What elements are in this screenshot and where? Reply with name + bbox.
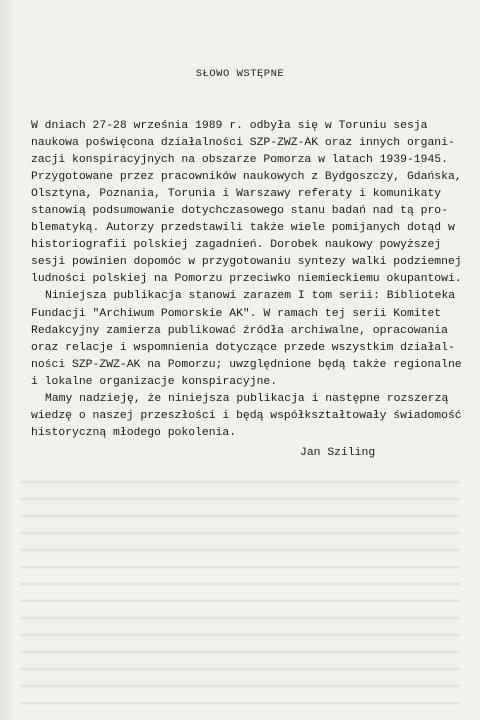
text-line: Olsztyna, Poznania, Torunia i Warszawy referaty i komunikaty xyxy=(31,188,442,201)
body-text xyxy=(31,118,462,442)
text-line: Przygotowane przez pracowników naukowych z Bydgoszczy, Gdańska, xyxy=(31,171,462,184)
text-line: ludności polskiej na Pomorzu przeciwko niemieckiemu okupantowi. xyxy=(31,273,462,286)
page-title: SŁOWO WSTĘPNE xyxy=(195,68,285,80)
text-line: Redakcyjny zamierza publikować źródła archiwalne, opracowania xyxy=(31,324,448,337)
text-line: i lokalne organizacje konspiracyjne. xyxy=(31,375,278,388)
text-line: naukowa poświęcona działalności SZP-ZWZ-AK oraz innych organi- xyxy=(31,137,455,150)
text-line: ności SZP-ZWZ-AK na Pomorzu; uwzględnione będą także regionalne xyxy=(31,358,462,371)
text-line: Mamy nadzieję, że niniejsza publikacja i następne rozszerzą xyxy=(45,392,449,405)
text-line: historyczną młodego pokolenia. xyxy=(31,426,237,439)
text-line: stanowią podsumowanie dotychczasowego stanu badań nad tą pro- xyxy=(31,205,448,218)
text-line: sesji powinien dopomóc w przygotowaniu syntezy walki podziemnej xyxy=(31,256,462,269)
text-line: Fundacji "Archiwum Pomorskie AK". W ramach tej serii Komitet xyxy=(31,307,442,320)
text-line: oraz relacje i wspomnienia dotyczące przede wszystkim działal- xyxy=(31,341,455,354)
text-line: zacji konspiracyjnych na obszarze Pomorza w latach 1939-1945. xyxy=(31,154,448,167)
author-signature: Jan Sziling xyxy=(300,447,376,459)
text-line: wiedzę o naszej przeszłości i będą współkształtowały świadomość xyxy=(31,409,462,422)
text-line: W dniach 27-28 września 1989 r. odbyła się w Toruniu sesja xyxy=(31,120,428,132)
text-line: blematyką. Autorzy przedstawili także wiele pomijanych dotąd w xyxy=(31,222,455,235)
page-edge-shadow xyxy=(0,0,14,720)
show-through-text xyxy=(20,470,460,710)
text-line: Niniejsza publikacja stanowi zarazem I tom serii: Biblioteka xyxy=(45,290,456,303)
text-line: historiografii polskiej zagadnień. Dorobek naukowy powyższej xyxy=(31,239,442,252)
